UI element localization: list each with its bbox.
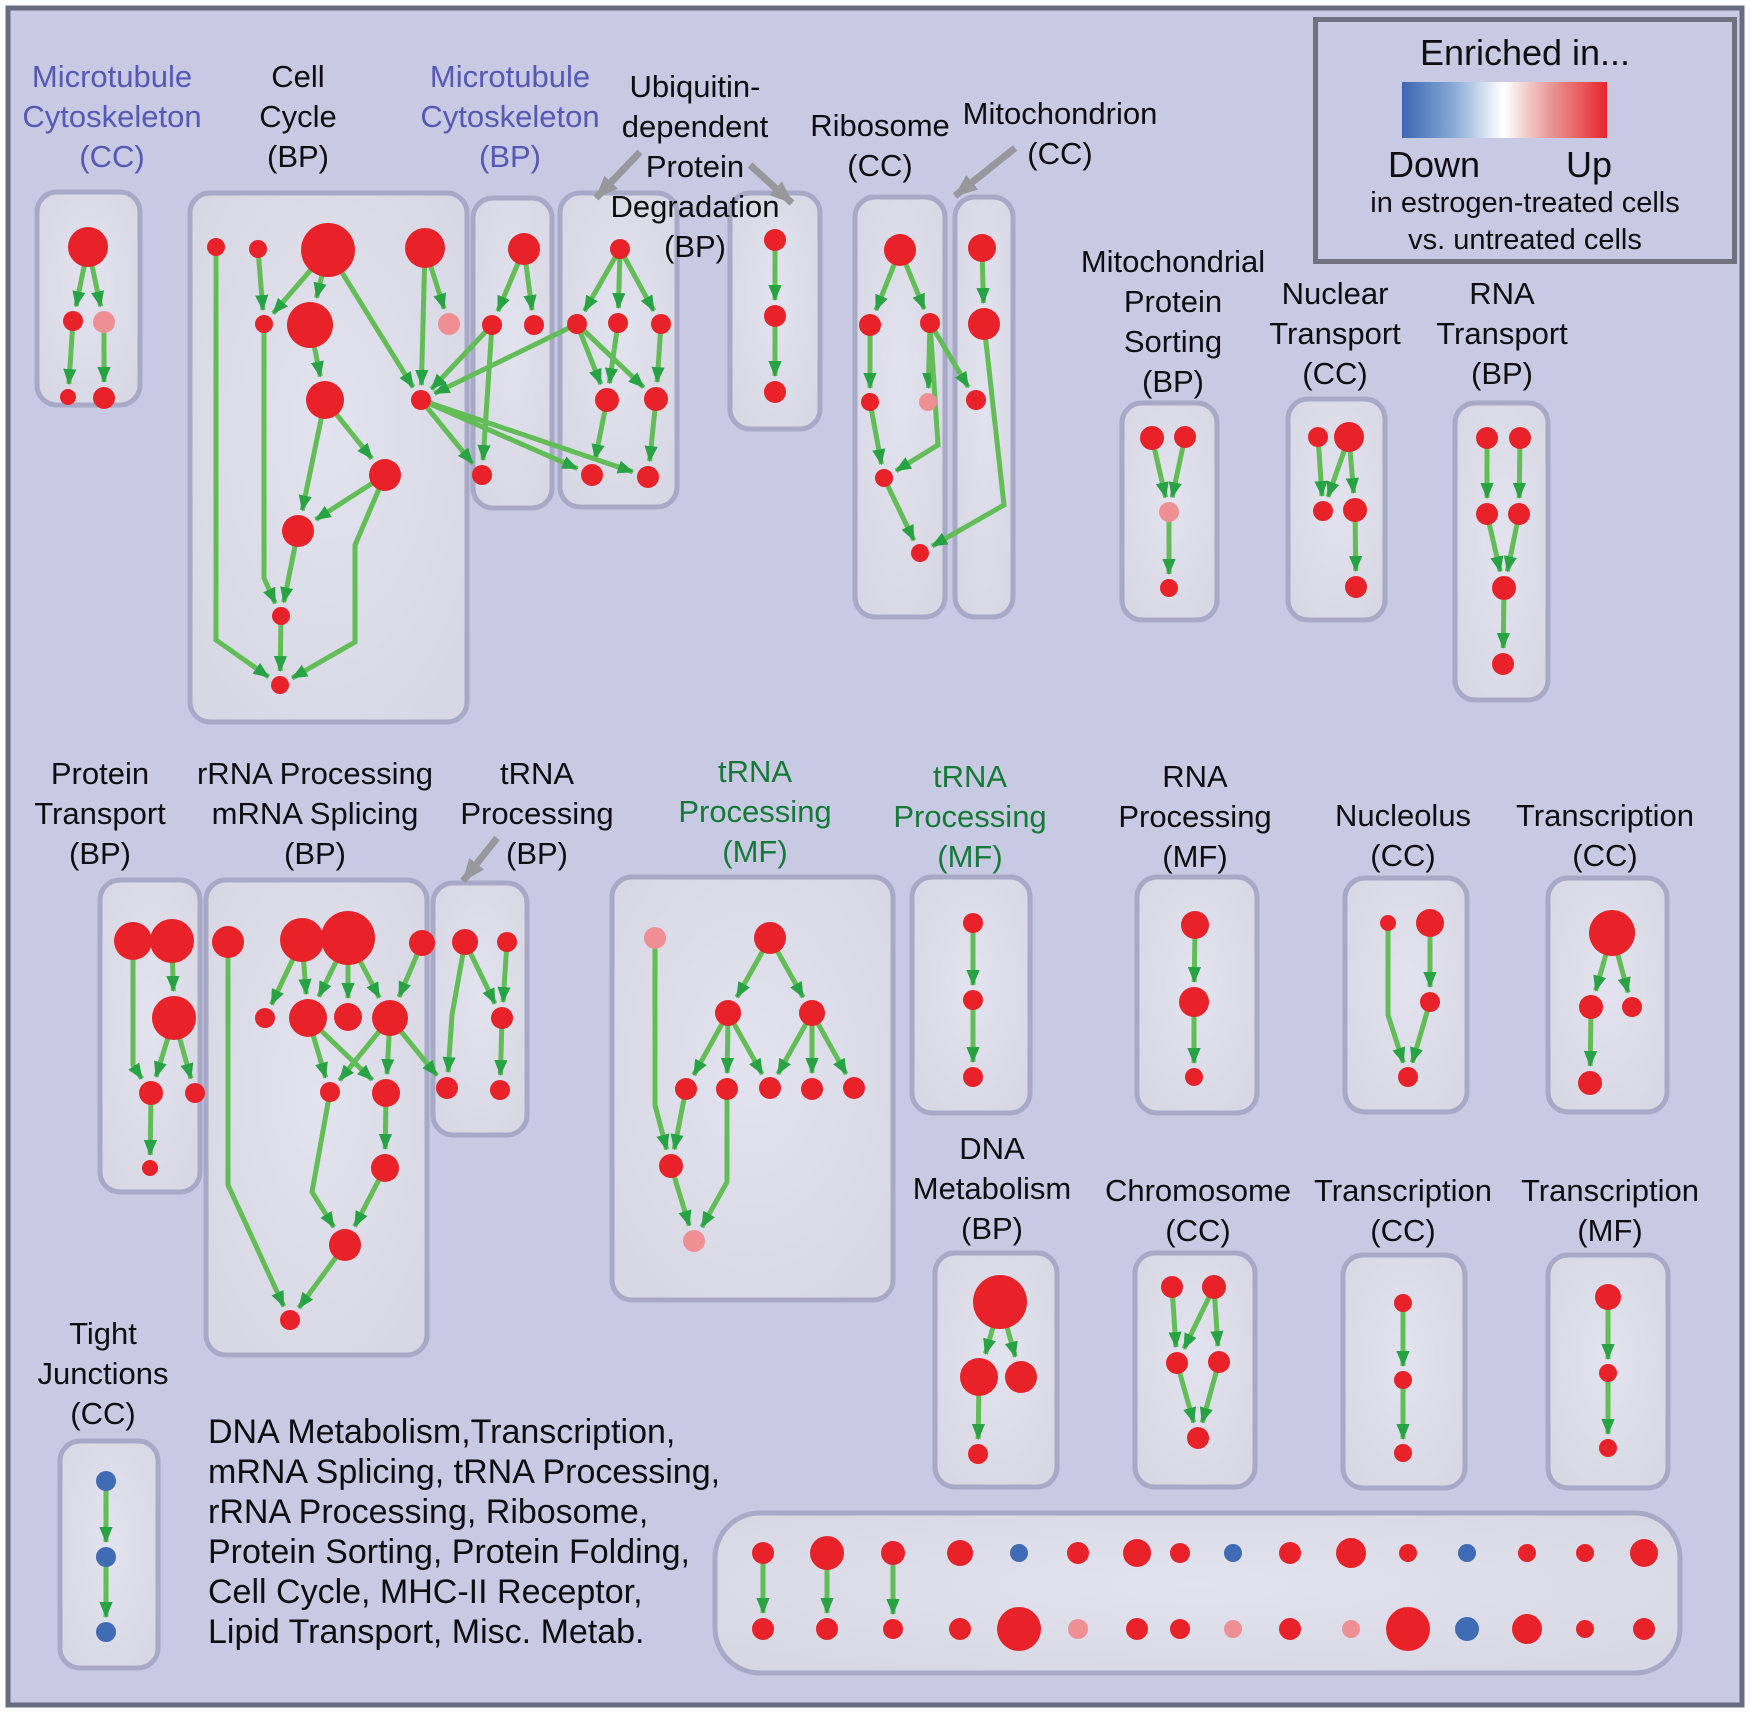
go-term-node [255, 315, 273, 333]
cluster-label-tmf1: tRNA Processing (MF) [678, 754, 832, 869]
legend-gradient-bar [1402, 82, 1607, 138]
go-term-node [581, 464, 603, 486]
go-term-node [966, 390, 986, 410]
go-term-node [1005, 1361, 1037, 1393]
go-term-node [843, 1077, 865, 1099]
go-term-node [801, 1078, 823, 1100]
go-term-node [1633, 1618, 1655, 1640]
go-term-node [1589, 910, 1635, 956]
go-term-node [1334, 422, 1364, 452]
go-term-node [93, 311, 115, 333]
go-term-node [289, 999, 327, 1037]
go-term-node [1492, 653, 1514, 675]
cluster-label-tbp: tRNA Processing (BP) [460, 756, 614, 871]
go-term-node [875, 469, 893, 487]
go-term-node [93, 387, 115, 409]
go-term-node [280, 918, 324, 962]
cluster-label-trcc2: Transcription (CC) [1515, 798, 1695, 873]
go-term-node [249, 240, 267, 258]
go-term-node [1595, 1284, 1621, 1310]
cluster-box-mtcc [37, 192, 140, 405]
go-term-node [409, 930, 435, 956]
go-term-node [1518, 1544, 1536, 1562]
cluster-box-chrm [1135, 1253, 1255, 1487]
note-line: Lipid Transport, Misc. Metab. [208, 1613, 645, 1651]
go-term-node [1416, 909, 1444, 937]
go-term-node [142, 1160, 158, 1176]
go-term-node [1399, 1544, 1417, 1562]
go-term-node [1476, 503, 1498, 525]
cluster-label-tj: Tight Junctions (CC) [37, 1316, 169, 1431]
go-term-node [644, 927, 666, 949]
go-term-node [255, 1008, 275, 1028]
go-term-node [810, 1536, 844, 1570]
go-term-node [1476, 427, 1498, 449]
go-term-node [567, 314, 587, 334]
go-term-node [759, 1077, 781, 1099]
cluster-label-ccbp: Cell Cycle (BP) [259, 59, 337, 174]
go-term-node [1166, 1352, 1188, 1374]
go-term-node [1455, 1617, 1479, 1641]
go-term-node [1170, 1543, 1190, 1563]
go-term-node [1394, 1371, 1412, 1389]
go-term-node [1599, 1439, 1617, 1457]
go-term-node [947, 1540, 973, 1566]
go-term-node [491, 1007, 513, 1029]
go-term-node [968, 234, 996, 262]
go-term-node [1512, 1614, 1542, 1644]
go-term-node [963, 990, 983, 1010]
go-term-node [968, 308, 1000, 340]
go-term-node [1308, 427, 1328, 447]
go-term-node [320, 1082, 340, 1102]
go-term-node [1398, 1067, 1418, 1087]
go-term-node [1067, 1542, 1089, 1564]
go-term-node [60, 389, 76, 405]
go-term-node [1420, 992, 1440, 1012]
legend-down-label: Down [1388, 144, 1481, 185]
go-term-node [752, 1542, 774, 1564]
cluster-label-ribo: Ribosome (CC) [810, 108, 950, 183]
go-term-node [881, 1541, 905, 1565]
go-term-node [997, 1607, 1041, 1651]
cluster-label-prot: Protein Transport (BP) [34, 756, 166, 871]
go-term-node [1576, 1544, 1594, 1562]
legend-subtitle [1318, 185, 1732, 259]
note-line: Protein Sorting, Protein Folding, [208, 1533, 690, 1571]
go-term-node [497, 932, 517, 952]
go-term-node [150, 919, 194, 963]
cluster-box-misc [715, 1513, 1680, 1673]
go-term-node [321, 911, 375, 965]
go-term-node [1123, 1539, 1151, 1567]
go-term-node [884, 234, 916, 266]
go-term-node [1394, 1444, 1412, 1462]
go-term-node [963, 1067, 983, 1087]
go-term-node [1224, 1544, 1242, 1562]
go-term-node [212, 926, 244, 958]
go-term-node [968, 1444, 988, 1464]
go-term-node [508, 233, 540, 265]
go-term-node [1170, 1619, 1190, 1639]
go-term-node [1179, 987, 1209, 1017]
cluster-label-mtbp: Microtubule Cytoskeleton (BP) [420, 59, 600, 174]
go-term-node [301, 223, 355, 277]
note-line: DNA Metabolism,Transcription, [208, 1413, 676, 1451]
go-term-node [96, 1622, 116, 1642]
go-term-node [1140, 426, 1164, 450]
go-term-node [675, 1078, 697, 1100]
go-term-node [1181, 911, 1209, 939]
go-term-node [1208, 1351, 1230, 1373]
go-term-node [644, 387, 668, 411]
go-term-node [651, 314, 671, 334]
go-term-node [1313, 501, 1333, 521]
cluster-label-tmf2: tRNA Processing (MF) [893, 759, 1047, 874]
go-term-node [280, 1310, 300, 1330]
go-term-node [1279, 1618, 1301, 1640]
go-term-node [207, 238, 225, 256]
go-term-node [1458, 1544, 1476, 1562]
go-term-node [372, 1000, 408, 1036]
go-term-node [911, 544, 929, 562]
go-term-node [1174, 426, 1196, 448]
cluster-label-mps: Mitochondrial Protein Sorting (BP) [1080, 244, 1266, 399]
go-term-node [960, 1358, 998, 1396]
go-term-node [371, 1154, 399, 1182]
go-term-node [1630, 1539, 1658, 1567]
cluster-label-nuct: Nuclear Transport (CC) [1269, 276, 1401, 391]
go-term-node [372, 1079, 400, 1107]
go-term-node [63, 311, 83, 331]
cluster-label-nucl: Nucleolus (CC) [1334, 798, 1472, 873]
go-term-node [1345, 576, 1367, 598]
go-term-node [152, 996, 196, 1040]
go-term-node [271, 676, 289, 694]
go-term-node [1380, 915, 1396, 931]
go-term-node [883, 1619, 903, 1639]
cluster-label-chrm: Chromosome (CC) [1104, 1173, 1292, 1248]
legend-subtitle-line1: in estrogen-treated cells [1370, 187, 1680, 219]
go-term-node [1576, 1620, 1594, 1638]
go-term-node [96, 1547, 116, 1567]
color-legend [1313, 17, 1737, 264]
go-term-node [185, 1083, 205, 1103]
go-term-node [1509, 427, 1531, 449]
go-term-node [139, 1081, 163, 1105]
go-term-node [608, 313, 628, 333]
go-term-node [659, 1154, 683, 1178]
go-term-node [1599, 1364, 1617, 1382]
go-term-node [1336, 1538, 1366, 1568]
collapsed-categories-note [208, 1412, 720, 1652]
go-term-node [963, 913, 983, 933]
go-term-node [610, 239, 630, 259]
go-term-node [683, 1230, 705, 1252]
go-term-node [973, 1275, 1027, 1329]
go-term-node [799, 1000, 825, 1026]
go-term-node [1578, 1071, 1602, 1095]
go-term-node [949, 1618, 971, 1640]
go-term-node [1508, 503, 1530, 525]
note-line: rRNA Processing, Ribosome, [208, 1493, 649, 1531]
go-term-node [436, 1077, 458, 1099]
go-term-node [114, 922, 152, 960]
go-term-node [1394, 1294, 1412, 1312]
go-term-node [637, 466, 659, 488]
go-term-node [411, 390, 431, 410]
go-term-node [96, 1471, 116, 1491]
cluster-label-dnam: DNA Metabolism (BP) [912, 1131, 1072, 1246]
go-term-node [1342, 1620, 1360, 1638]
go-term-node [595, 388, 619, 412]
go-term-node [1010, 1544, 1028, 1562]
go-term-node [438, 313, 460, 335]
cluster-label-rnat: RNA Transport (BP) [1436, 276, 1568, 391]
go-term-node [1343, 498, 1367, 522]
go-term-node [282, 515, 314, 547]
go-term-node [716, 1078, 738, 1100]
cluster-label-trmf: Transcription (MF) [1520, 1173, 1700, 1248]
cluster-label-rrna: rRNA Processing mRNA Splicing (BP) [196, 756, 434, 871]
go-term-node [405, 228, 445, 268]
note-line: mRNA Splicing, tRNA Processing, [208, 1453, 721, 1491]
go-term-node [919, 393, 937, 411]
go-term-node [715, 1000, 741, 1026]
go-term-node [764, 305, 786, 327]
go-term-node [472, 465, 492, 485]
go-term-node [1224, 1620, 1242, 1638]
go-term-node [1279, 1542, 1301, 1564]
go-term-node [1492, 576, 1516, 600]
go-term-node [1202, 1275, 1226, 1299]
go-term-node [490, 1080, 510, 1100]
go-term-node [1579, 995, 1603, 1019]
go-term-node [1159, 502, 1179, 522]
cluster-label-mtcc: Microtubule Cytoskeleton (CC) [22, 59, 202, 174]
go-term-node [482, 315, 502, 335]
go-term-node [754, 922, 786, 954]
cluster-label-trcc3: Transcription (CC) [1313, 1173, 1493, 1248]
go-term-node [1160, 579, 1178, 597]
legend-subtitle-line2: vs. untreated cells [1408, 224, 1642, 256]
go-term-node [1068, 1619, 1088, 1639]
go-term-node [764, 229, 786, 251]
go-term-node [1185, 1068, 1203, 1086]
go-term-node [1622, 997, 1642, 1017]
go-term-node [524, 315, 544, 335]
go-term-node [272, 607, 290, 625]
cluster-label-ubq: Ubiquitin- dependent Protein Degradation (BP) [610, 69, 780, 264]
go-term-node [1187, 1427, 1209, 1449]
go-term-node [1386, 1607, 1430, 1651]
go-term-node [68, 227, 108, 267]
cluster-label-rpmf: RNA Processing (MF) [1118, 759, 1272, 874]
go-term-node [452, 929, 478, 955]
go-term-node [752, 1618, 774, 1640]
go-term-node [859, 314, 881, 336]
go-term-node [816, 1618, 838, 1640]
go-term-node [1161, 1276, 1183, 1298]
go-term-node [306, 381, 344, 419]
legend-up-label: Up [1565, 144, 1612, 185]
note-line: Cell Cycle, MHC-II Receptor, [208, 1573, 643, 1611]
go-term-node [920, 313, 940, 333]
go-term-node [369, 459, 401, 491]
go-term-node [287, 302, 333, 348]
go-term-node [861, 393, 879, 411]
go-term-node [1126, 1618, 1148, 1640]
go-term-node [329, 1229, 361, 1261]
legend-title: Enriched in... [1419, 32, 1631, 73]
go-term-node [334, 1003, 362, 1031]
cluster-label-mito: Mitochondrion (CC) [962, 96, 1158, 171]
go-term-node [764, 381, 786, 403]
